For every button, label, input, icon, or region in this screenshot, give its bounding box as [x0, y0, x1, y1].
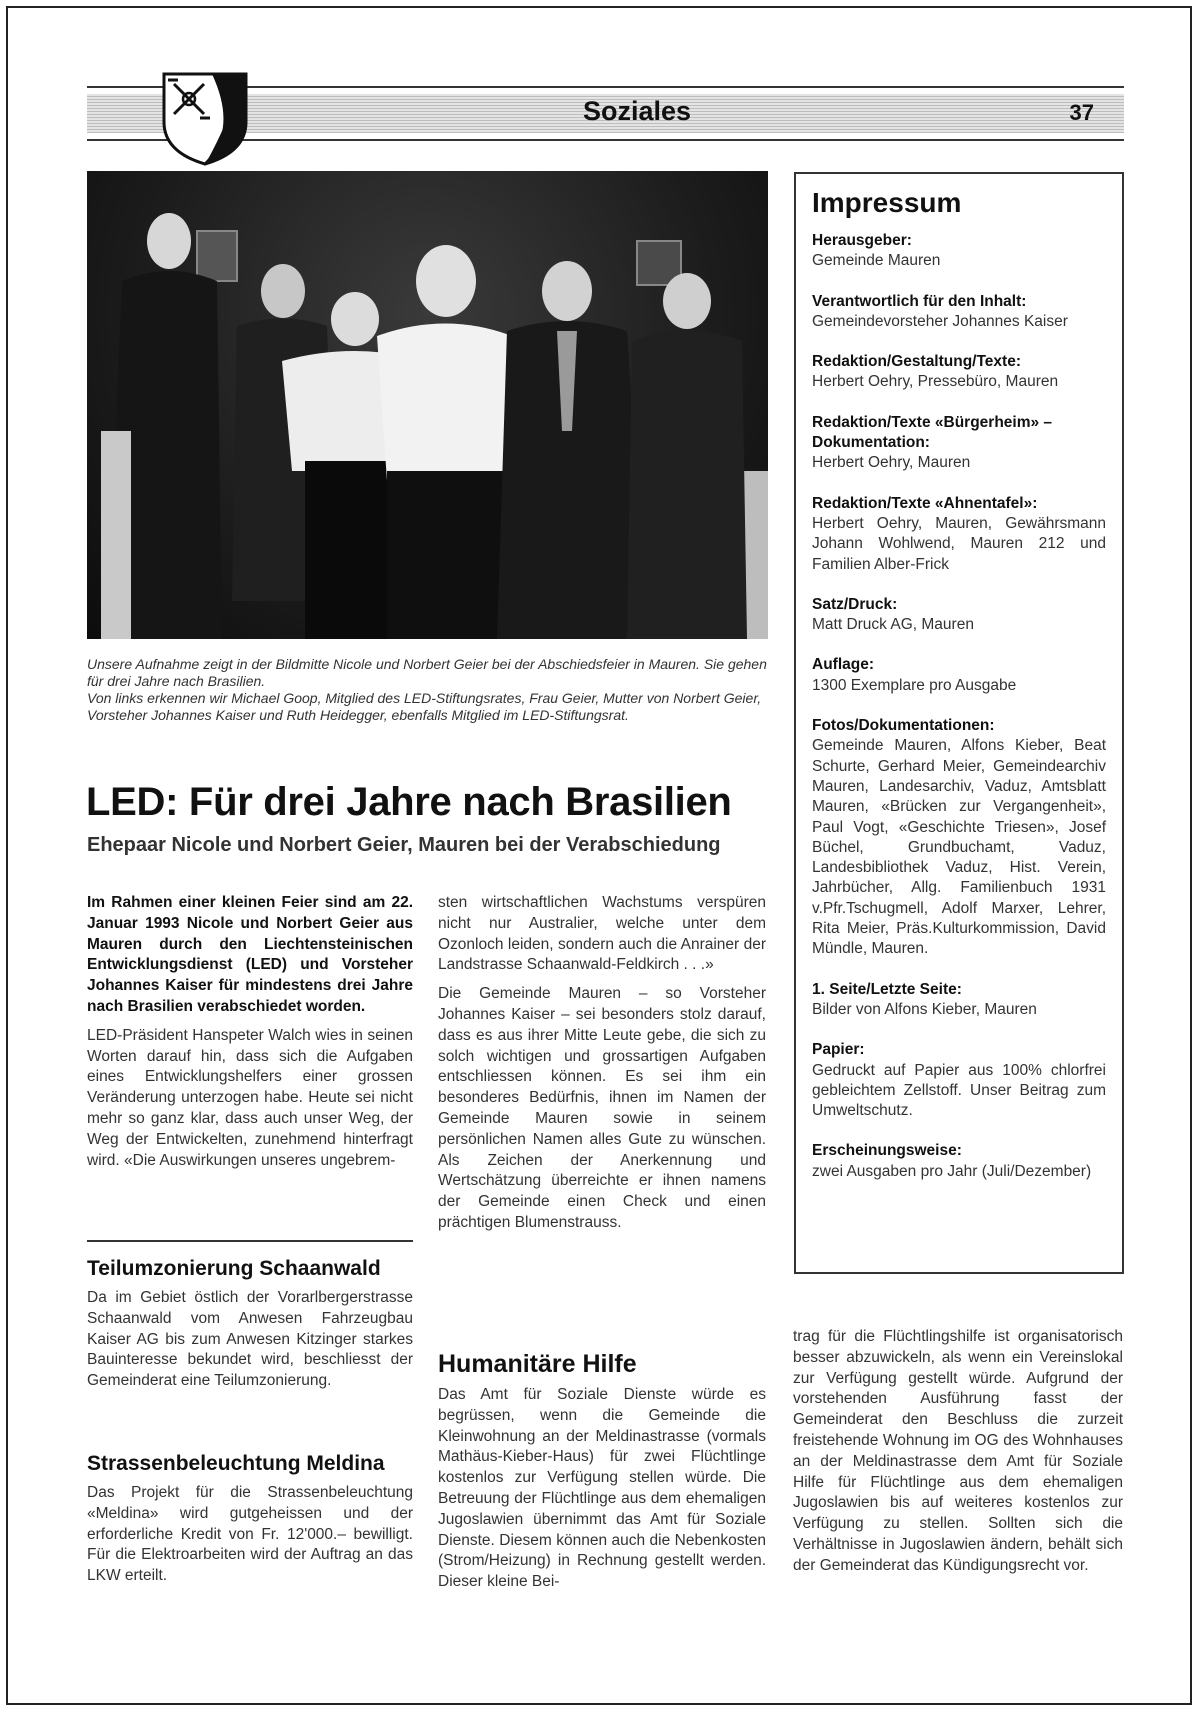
coat-of-arms-icon [160, 70, 250, 166]
impressum-label: 1. Seite/Letzte Seite: [812, 980, 962, 998]
impressum-entry [812, 1040, 1106, 1121]
article-lead: Im Rahmen einer kleinen Feier sind am 22. Januar 1993 Nicole und Norbert Geier aus Mauren durch den Liechtensteinischen Entwicklungsdienst (LED) und Vorsteher Johannes Kaiser für mindestens drei Jahre nach Brasilien verabschiedet worden. [87, 894, 413, 1015]
photo-caption [87, 656, 777, 724]
impressum-label: Satz/Druck: [812, 595, 898, 613]
humanitaere-hilfe-continuation [793, 1327, 1123, 1585]
caption-line-2: Von links erkennen wir Michael Goop, Mitglied des LED-Stiftungsrates, Frau Geier, Mutter von Norbert Geier, Vorsteher Johannes Kaiser und Ruth Heidegger, ebenfalls Mitglied im LED-Stiftungsrat. [87, 690, 762, 723]
impressum-value: 1300 Exemplare pro Ausgabe [812, 676, 1017, 694]
impressum-label: Redaktion/Texte «Ahnentafel»: [812, 494, 1038, 512]
impressum-entry [812, 413, 1106, 474]
strassenbeleuchtung-title: Strassenbeleuchtung Meldina [87, 1452, 385, 1475]
impressum-value: Bilder von Alfons Kieber, Mauren [812, 1000, 1037, 1018]
impressum-label: Herausgeber: [812, 232, 912, 249]
article-subheadline: Ehepaar Nicole und Norbert Geier, Mauren bei der Verabschiedung [87, 834, 721, 856]
page-number: 37 [1069, 100, 1094, 125]
impressum-value: Gedruckt auf Papier aus 100% chlorfrei gebleichtem Zellstoff. Unser Beitrag zum Umweltschutz. [812, 1061, 1106, 1120]
impressum-value: Herbert Oehry, Mauren [812, 454, 971, 472]
impressum-value: Gemeinde Mauren [812, 252, 941, 270]
impressum-value: Herbert Oehry, Mauren, Gewährsmann Johann Wohlwend, Mauren 212 und Familien Alber-Frick [812, 514, 1106, 573]
caption-line-1: Unsere Aufnahme zeigt in der Bildmitte Nicole und Norbert Geier bei der Abschiedsfeier in Mauren. Sie gehen für drei Jahre nach Brasilien. [87, 656, 767, 689]
impressum-value: Matt Druck AG, Mauren [812, 616, 974, 634]
impressum-value: Herbert Oehry, Pressebüro, Mauren [812, 373, 1059, 391]
article-paragraph-2: sten wirtschaftlichen Wachstums verspüren nicht nur Australier, welche unter dem Ozonloch leiden, sondern auch die Anrainer der Landstrasse Schaanwald-Feldkirch . . .» [438, 894, 766, 974]
impressum-box [794, 172, 1124, 1274]
group-photo [87, 171, 768, 639]
teilumzonierung-text: Da im Gebiet östlich der Vorarlbergerstrasse Schaanwald vom Anwesen Fahrzeugbau Kaiser AG bis zum Anwesen Kitzinger starkes Bauinteresse bekundet wird, beschliesst der Gemeinderat eine Teilumzonierung. [87, 1289, 413, 1390]
impressum-label: Redaktion/Gestaltung/Texte: [812, 353, 1021, 371]
impressum-label: Erscheinungsweise: [812, 1142, 962, 1160]
impressum-entry [812, 595, 1106, 636]
article-column-2 [438, 893, 766, 1242]
impressum-label: Auflage: [812, 656, 874, 674]
impressum-value: Gemeindevorsteher Johannes Kaiser [812, 312, 1068, 330]
impressum-label: Redaktion/Texte «Bürgerheim» – Dokumentation: [812, 413, 1053, 452]
impressum-entry [812, 980, 1106, 1021]
article-paragraph-3: Die Gemeinde Mauren – so Vorsteher Johannes Kaiser – sei besonders stolz darauf, dass es aus ihrer Mitte Leute gebe, die sich zu solch wichtigen und grossartigen Aufgaben entschliessen können. Es sei ihm ein besonderes Bedürfnis, ihnen im Namen der Gemeinde Mauren sowie in seinem persönlichen Namen alles Gute zu wünschen. Als Zeichen der Anerkennung und Wertschätzung überreichte er ihnen namens der Gemeinde einen Check und einen prächtigen Blumenstrauss. [438, 985, 766, 1231]
impressum-label: Fotos/Dokumentationen: [812, 717, 995, 735]
impressum-entry [812, 352, 1106, 393]
humanitaere-hilfe-title: Humanitäre Hilfe [438, 1350, 637, 1378]
impressum-entry [812, 231, 1106, 272]
teilumzonierung-title: Teilumzonierung Schaanwald [87, 1257, 381, 1280]
impressum-value: zwei Ausgaben pro Jahr (Juli/Dezember) [812, 1162, 1092, 1180]
impressum-value: Gemeinde Mauren, Alfons Kieber, Beat Schurte, Gerhard Meier, Gemeindearchiv Mauren, Landesarchiv, Vaduz, Amtsblatt Mauren, «Brücken zur Vergangenheit», Paul Vogt, «Geschichte Triesen», Josef Büchel, Grundbuchamt, Vaduz, Landesbibliothek Vaduz, Hist. Verein, Jahrbücher, Allg. Familienbuch 1931 v.Pfr.Tschugmell, Adolf Marxer, Lehrer, Rita Meier, Präs.Kulturkommission, David Mündle, Mauren. [812, 737, 1106, 958]
impressum-title: Impressum [812, 187, 962, 218]
section-humanitaere-hilfe [438, 1349, 766, 1601]
humanitaere-hilfe-text-2: trag für die Flüchtlingshilfe ist organisatorisch besser abzuwickeln, als wenn ein Vereinslokal zur Verfügung gestellt würde. Aufgrund der vorstehenden Ausführung fasst der Gemeinderat den Beschluss die zurzeit freistehende Wohnung im OG des Wohnhauses an der Meldinastrasse dem Amt für Soziale Hilfe für Flüchtlinge aus dem ehemaligen Jugoslawien bis auf weiteres kostenlos zur Verfügung zu stellen. Sollten sich die Verhältnisse in Jugoslawien ändern, behält sich der Gemeinderat das Kündigungsrecht vor. [793, 1328, 1123, 1574]
impressum-entry [812, 1141, 1106, 1182]
section-title: Soziales [582, 96, 692, 126]
impressum-label: Verantwortlich für den Inhalt: [812, 292, 1027, 310]
impressum-label: Papier: [812, 1041, 865, 1059]
impressum-entry [812, 655, 1106, 696]
article-paragraph-1: LED-Präsident Hanspeter Walch wies in seinen Worten darauf hin, dass sich die Aufgaben eines Entwicklungshelfers einer grossen Veränderung unterzogen habe. Heute sei nicht mehr so ganz klar, dass auch unser Weg, der Weg der Entwickelten, zunehmend hinterfragt wird. «Die Auswirkungen unseres ungebrem- [87, 1026, 413, 1169]
article-headline: LED: Für drei Jahre nach Brasilien [86, 780, 732, 824]
impressum-entry [812, 494, 1106, 575]
section-strassenbeleuchtung [87, 1451, 413, 1595]
strassenbeleuchtung-text: Das Projekt für die Strassenbeleuchtung «Meldina» wird gutgeheissen und der erforderliche Kredit von Fr. 12'000.– bewilligt. Für die Elektroarbeiten wird der Auftrag an das LKW erteilt. [87, 1484, 413, 1585]
impressum-entry [812, 716, 1106, 960]
article-column-1 [87, 893, 413, 1179]
impressum-entry [812, 292, 1106, 333]
section-teilumzonierung [87, 1240, 413, 1400]
humanitaere-hilfe-text-1: Das Amt für Soziale Dienste würde es begrüssen, wenn die Gemeinde die Kleinwohnung an der Meldinastrasse (vormals Mathäus-Kieber-Haus) für zwei Flüchtlinge kostenlos zur Verfügung stellen würde. Die Betreuung der Flüchtlinge aus dem ehemaligen Jugoslawien übernimmt das Amt für Soziale Dienste. Diesem können auch die Nebenkosten (Strom/Heizung) in Rechnung gestellt werden. Dieser kleine Bei- [438, 1386, 766, 1591]
